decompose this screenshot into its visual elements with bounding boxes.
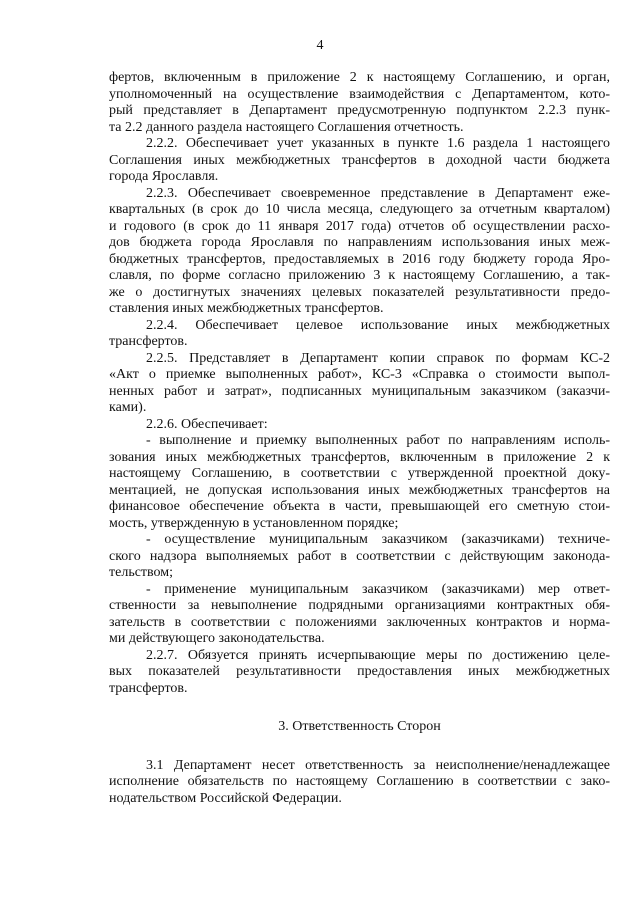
text-line: ками). [109,400,147,415]
text-line: дов бюджета города Ярославля по направлениям использования иных меж- [109,235,610,250]
text-line: настоящему Соглашению, в соответствии с утвержденной проектной доку- [109,466,610,481]
text-line: нодательством Российской Федерации. [109,790,342,806]
text-line: бюджетных трансфертов, предоставляемых в 2016 году бюджету города Яро- [109,251,610,267]
text-line: ментацией, не допуская использования иных межбюджетных трансфертов на [109,482,610,498]
paragraph [109,136,610,186]
text-line: «Акт о приемке выполненных работ», КС-3 «Справка о стоимости выпол- [109,367,610,382]
text-line: уполномоченный на осуществление взаимодействия с Департаментом, кото- [109,86,610,102]
text-line: 2.2.6. Обеспечивает: [146,416,268,432]
page-number: 4 [316,38,324,53]
text-line: ми действующего законодательства. [109,631,325,646]
text-line: рый представляет в Департамент предусмотренную подпунктом 2.2.3 пунк- [109,103,610,118]
text-line: ставления иных межбюджетных трансфертов. [109,301,384,316]
text-line: 2.2.5. Представляет в Департамент копии справок по формам КС-2 [146,350,610,366]
text-line: ского надзора выполняемых работ в соответствии с действующим законода- [109,548,610,564]
text-line: - применение муниципальным заказчиком (заказчиками) мер ответ- [146,581,610,597]
section-heading: 3. Ответственность Сторон [278,719,441,734]
text-line: - выполнение и приемку выполненных работ по направлениям исполь- [146,433,610,448]
text-line: Соглашения иных межбюджетных трансфертов в доходной части бюджета [109,152,610,168]
paragraph [109,351,610,417]
text-line: - осуществление муниципальным заказчиком (заказчиками) техниче- [146,532,610,547]
text-line: исполнение обязательств по настоящему Соглашению в соответствии с зако- [109,774,610,789]
text-line: же о достигнутых значениях целевых показателей результативности предо- [109,284,610,300]
paragraph [109,186,610,318]
text-line: города Ярославля. [109,169,219,184]
text-line: квартальных (в срок до 10 числа месяца, следующего за отчетным кварталом) [109,202,610,217]
paragraph [109,318,610,351]
list-item [109,433,610,532]
text-line: славля, по форме согласно приложению 3 к настоящему Соглашению, а так- [109,268,610,283]
document-body [109,70,610,807]
text-line: финансовое обеспечение объекта в части, превышающей его сметную стои- [109,499,610,514]
text-line: 2.2.2. Обеспечивает учет указанных в пункте 1.6 раздела 1 настоящего [146,136,610,151]
list-item [109,532,610,582]
text-line: и годового (в срок до 11 января 2017 года) отчетов об осуществлении расхо- [109,218,610,234]
paragraph [109,648,610,698]
text-line: мость, утвержденную в установленном порядке; [109,515,399,531]
text-line: 3.1 Департамент несет ответственность за неисполнение/ненадлежащее [146,757,610,773]
text-line: та 2.2 данного раздела настоящего Соглашения отчетность. [109,119,464,135]
text-line: 2.2.7. Обязуется принять исчерпывающие меры по достижению целе- [146,647,610,663]
list-item [109,582,610,648]
text-line: зования иных межбюджетных трансфертов, включенным в приложение 2 к [109,449,610,465]
paragraph [109,417,610,434]
text-line: фертов, включенным в приложение 2 к настоящему Соглашению, и орган, [109,70,610,85]
paragraph [109,70,610,136]
text-line: ственности за невыполнение подрядными организациями контрактных обя- [109,598,610,613]
text-line: трансфертов. [109,680,188,696]
text-line: ненных работ и затрат», подписанных муниципальным заказчиком (заказчи- [109,383,610,399]
text-line: вых показателей результативности предоставления иных межбюджетных [109,664,610,679]
text-line: трансфертов. [109,334,188,349]
paragraph [109,758,610,808]
text-line: тельством; [109,565,174,580]
text-line: 2.2.3. Обеспечивает своевременное представление в Департамент еже- [146,185,610,201]
text-line: зательств в соответствии с положениями заключенных контрактов и норма- [109,614,610,630]
text-line: 2.2.4. Обеспечивает целевое использование иных межбюджетных [146,317,610,333]
